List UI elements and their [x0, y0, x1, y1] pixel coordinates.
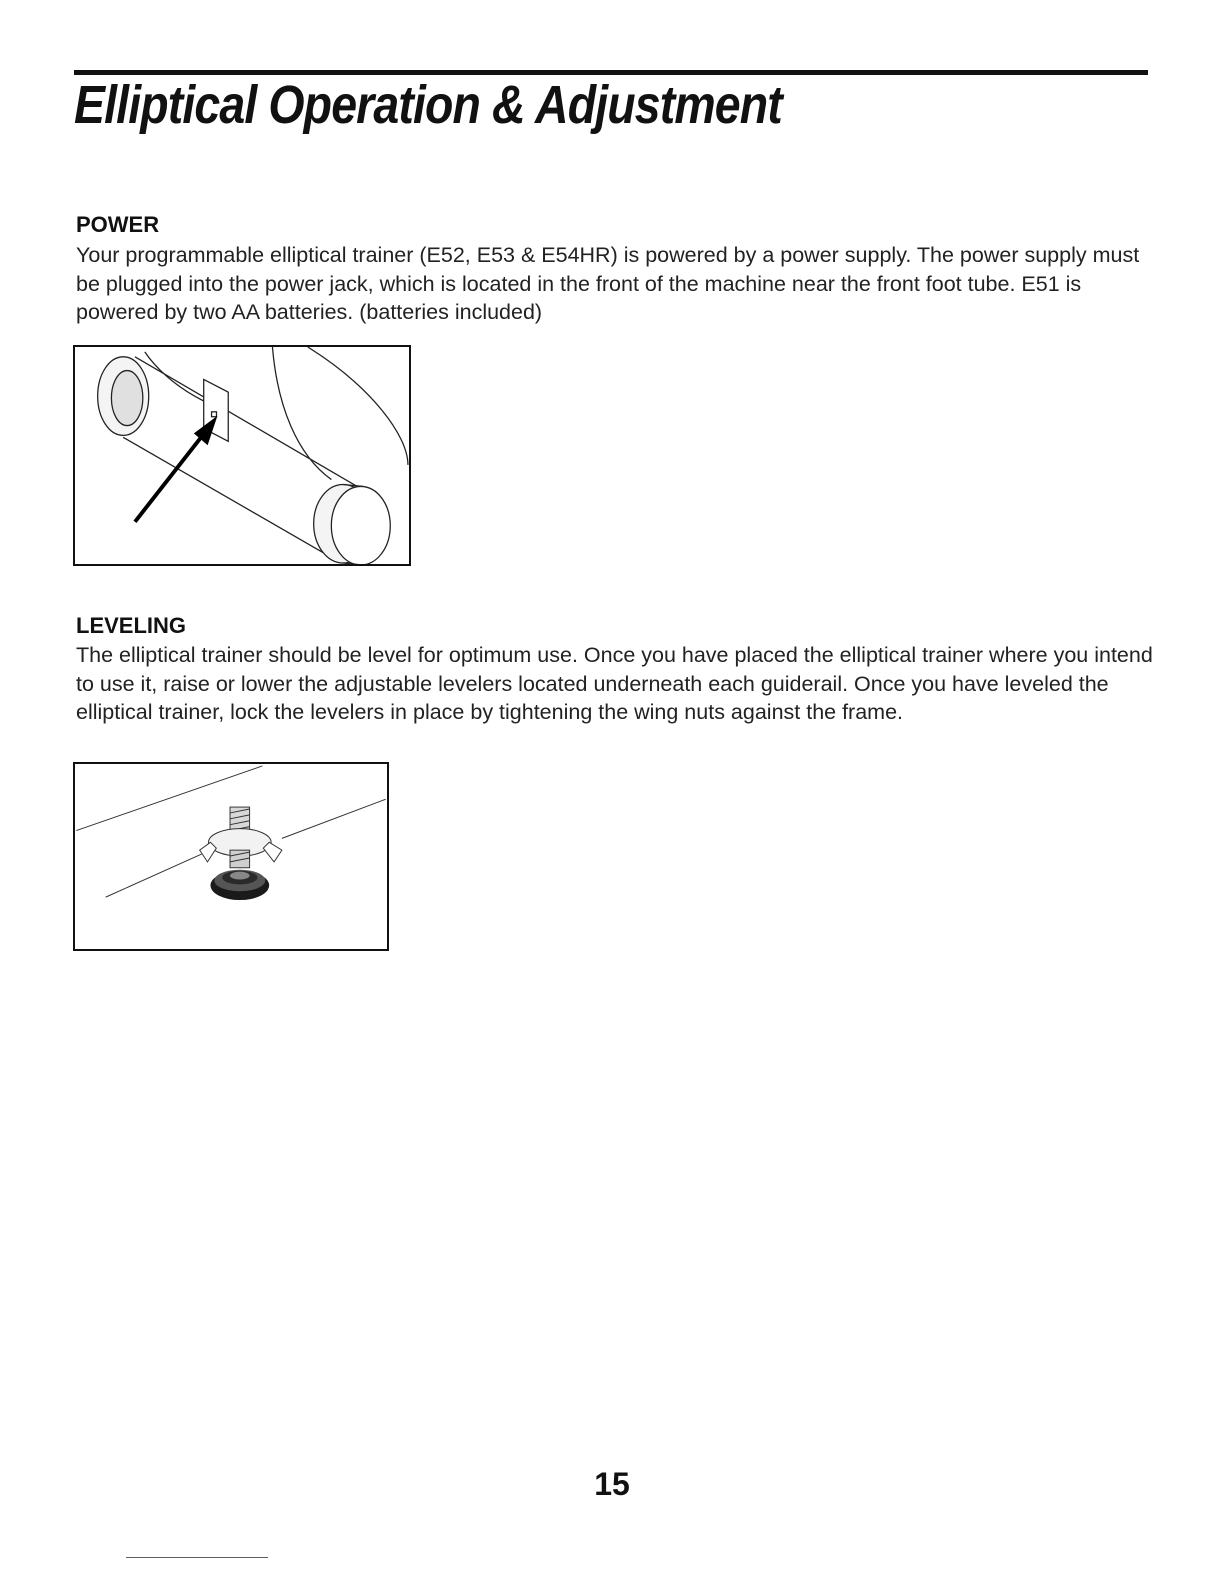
power-body: Your programmable elliptical trainer (E52, E53 & E54HR) is powered by a power supply. The power supply must be plugged into the power jack, which is located in the front of the machine near the front foot tube. E51 is powered by two AA batteries. (batteries included)	[76, 243, 1140, 324]
leveler-wing-nut-illustration-icon	[75, 764, 387, 949]
power-jack-figure	[73, 345, 411, 566]
leveler-figure	[73, 762, 389, 951]
page-number: 15	[594, 1466, 630, 1502]
power-heading: POWER	[76, 212, 160, 237]
leveling-heading: LEVELING	[76, 613, 187, 638]
page-title: Elliptical Operation & Adjustment	[74, 75, 782, 135]
power-jack-illustration-icon	[75, 347, 409, 564]
leveling-body: The elliptical trainer should be level for optimum use. Once you have placed the elliptical trainer where you intend to use it, raise or lower the adjustable levelers located underneath each guiderail. Once you have leveled the elliptical trainer, lock the levelers in place by tightening the wing nuts against the frame.	[76, 643, 1153, 724]
footer-link-line	[126, 1557, 268, 1558]
